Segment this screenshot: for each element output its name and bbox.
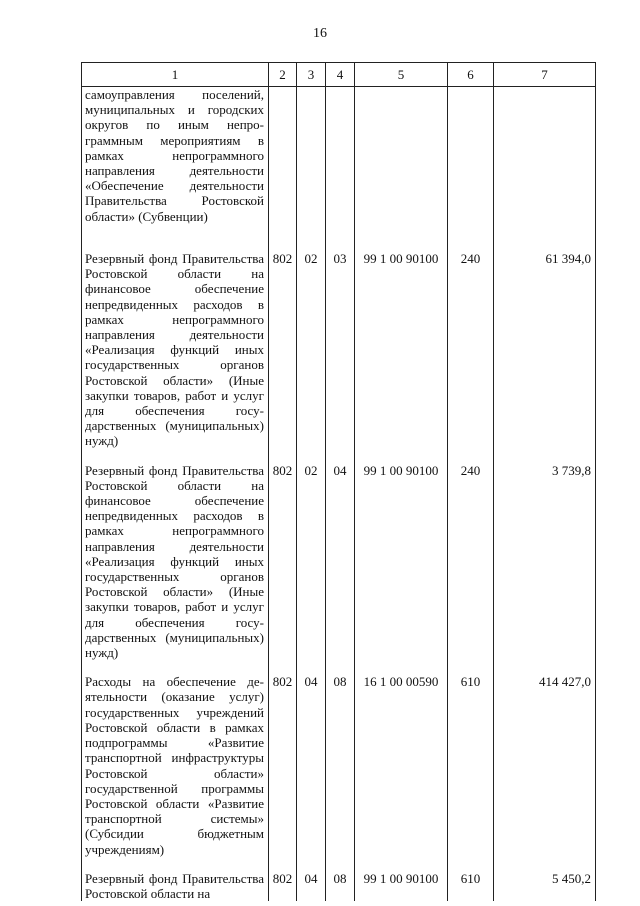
table-row <box>82 251 596 449</box>
row-subsection: 03 <box>326 251 355 449</box>
table-header-row <box>82 63 596 87</box>
col-header-1: 1 <box>82 63 269 87</box>
col-header-5: 5 <box>355 63 448 87</box>
row-section: 04 <box>297 871 326 901</box>
col-header-2: 2 <box>269 63 297 87</box>
budget-table <box>81 62 596 901</box>
row-section: 04 <box>297 674 326 856</box>
row-admin-code: 802 <box>269 251 297 449</box>
row-section: 02 <box>297 463 326 661</box>
col-header-4: 4 <box>326 63 355 87</box>
page-number: 16 <box>313 26 327 41</box>
row-target-article: 99 1 00 90100 <box>355 871 448 901</box>
row-description: самоуправления поселений, муниципальных и городских округов по иным непрограммным мероприятиям в рамках непрограммного направления деятельности «Обеспечение деятельности Правительства Ростовской области» (Субвенции) <box>82 87 269 238</box>
row-section: 02 <box>297 251 326 449</box>
row-target-article <box>355 87 448 238</box>
row-target-article: 99 1 00 90100 <box>355 251 448 449</box>
row-subsection: 08 <box>326 674 355 856</box>
table-row <box>82 87 596 238</box>
row-expense-type: 610 <box>448 674 494 856</box>
row-amount: 414 427,0 <box>494 674 596 856</box>
row-spacer <box>82 857 596 871</box>
row-description: Резервный фонд Правительства Ростовской области на <box>82 871 269 901</box>
row-target-article: 16 1 00 00590 <box>355 674 448 856</box>
row-subsection: 08 <box>326 871 355 901</box>
row-spacer <box>82 237 596 251</box>
row-description: Резервный фонд Правительства Ростовской области на финансовое обеспечение непредвиденных расходов в рамках непрограммного направления деятельности «Реализация функций иных государственных органов Ростовской области» (Иные закупки товаров, работ и услуг для обеспечения государственных (муниципальных) нужд) <box>82 251 269 449</box>
col-header-6: 6 <box>448 63 494 87</box>
row-subsection: 04 <box>326 463 355 661</box>
row-spacer <box>82 449 596 463</box>
row-expense-type: 610 <box>448 871 494 901</box>
col-header-7: 7 <box>494 63 596 87</box>
table-row <box>82 463 596 661</box>
row-expense-type: 240 <box>448 463 494 661</box>
row-subsection <box>326 87 355 238</box>
row-description: Расходы на обеспечение деятельности (оказание услуг) государственных учреждений Ростовской области в рамках подпрограммы «Развитие транспортной инфраструктуры Ростовской области» государственной программы Ростовской области «Развитие транспортной системы» (Субсидии бюджетным учреждениям) <box>82 674 269 856</box>
row-admin-code <box>269 87 297 238</box>
row-amount: 3 739,8 <box>494 463 596 661</box>
table-row <box>82 674 596 856</box>
row-admin-code: 802 <box>269 463 297 661</box>
row-amount <box>494 87 596 238</box>
row-target-article: 99 1 00 90100 <box>355 463 448 661</box>
row-section <box>297 87 326 238</box>
row-spacer <box>82 660 596 674</box>
row-expense-type <box>448 87 494 238</box>
row-amount: 5 450,2 <box>494 871 596 901</box>
table-row <box>82 871 596 901</box>
row-admin-code: 802 <box>269 871 297 901</box>
row-description: Резервный фонд Правительства Ростовской области на финансовое обеспечение непредвиденных расходов в рамках непрограммного направления деятельности «Реализация функций иных государственных органов Ростовской области» (Иные закупки товаров, работ и услуг для обеспечения государственных (муниципальных) нужд) <box>82 463 269 661</box>
col-header-3: 3 <box>297 63 326 87</box>
row-admin-code: 802 <box>269 674 297 856</box>
row-expense-type: 240 <box>448 251 494 449</box>
row-amount: 61 394,0 <box>494 251 596 449</box>
